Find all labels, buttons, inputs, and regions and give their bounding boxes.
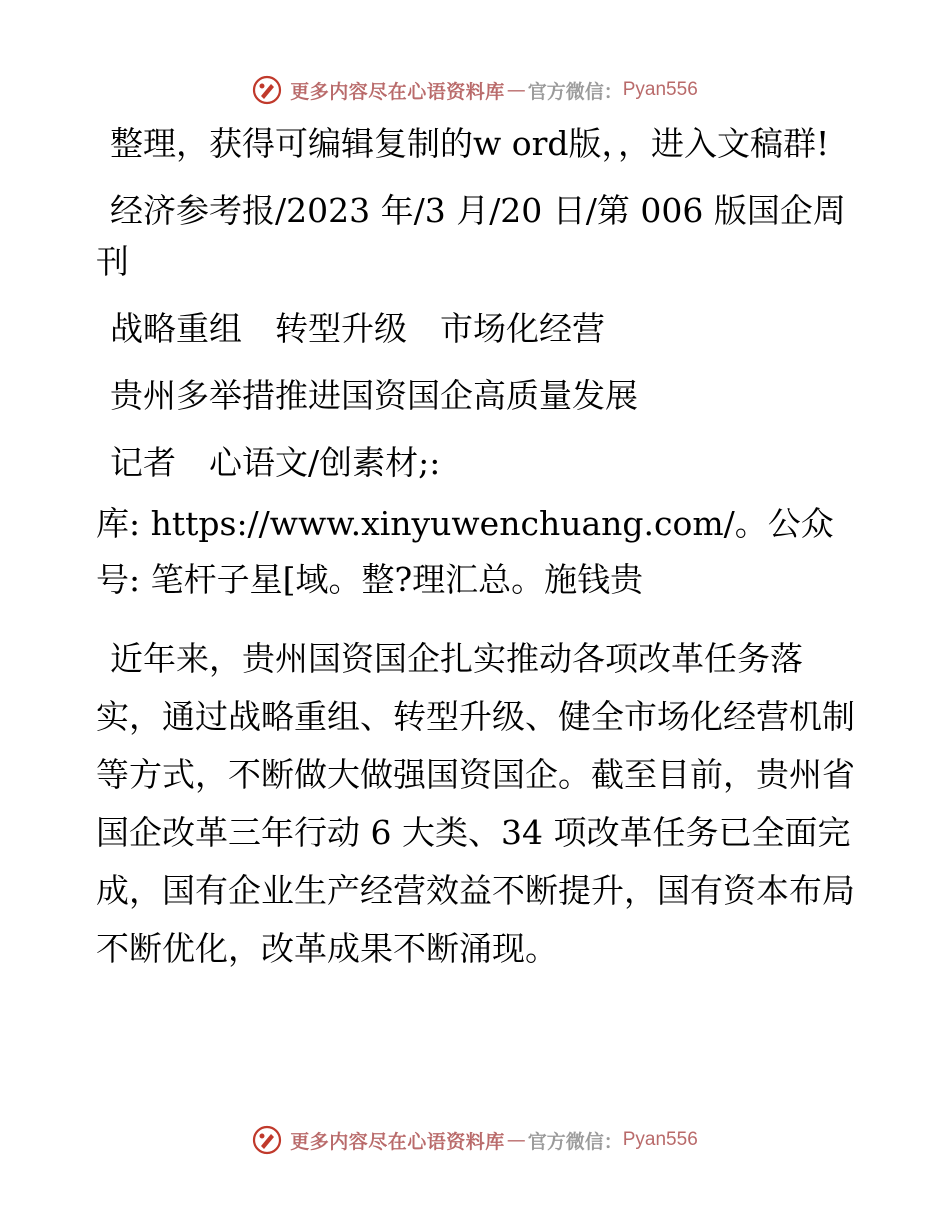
pen-logo-icon <box>252 1125 282 1155</box>
article-subtitle: 战略重组 转型升级 市场化经营 <box>110 309 605 348</box>
footer-banner-wechat: Pyan556 <box>622 1129 698 1150</box>
intro-paragraph: 整理，获得可编辑复制的w ord版，，进入文稿群! <box>110 124 830 163</box>
header-banner-wechat: Pyan556 <box>622 79 698 100</box>
footer-banner-text: 更多内容尽在心语资料库 <box>290 1130 505 1153</box>
pen-logo-icon <box>252 75 282 105</box>
article-title: 贵州多举措推进国资国企高质量发展 <box>110 376 638 415</box>
footer-banner-official: 官方微信： <box>527 1130 623 1153</box>
library-line: 库: https://www.xinyuwenchuang.com/。公众号: 笔杆子星[域。整?理汇总。施钱贵 <box>96 504 834 599</box>
footer-banner-dash: — <box>506 1129 526 1151</box>
body-paragraph: 近年来，贵州国资国企扎实推动各项改革任务落实，通过战略重组、转型升级、健全市场化经营机制等方式，不断做大做强国资国企。截至目前，贵州省国企改革三年行动 6 大类、34 项改革任务已全面完成，国有企业生产经营效益不断提升，国有资本布局不断优化，改革成果不断涌现。 <box>96 639 855 968</box>
header-banner-text: 更多内容尽在心语资料库 <box>290 80 505 103</box>
header-banner-dash: — <box>506 79 526 101</box>
header-banner-official: 官方微信： <box>527 80 623 103</box>
footer-banner <box>0 1120 950 1160</box>
document-body <box>96 118 856 978</box>
header-banner <box>0 70 950 110</box>
source-line: 经济参考报/2023 年/3 月/20 日/第 006 版国企周刊 <box>96 191 846 281</box>
reporter-line: 记者 心语文/创素材;: <box>110 443 441 482</box>
